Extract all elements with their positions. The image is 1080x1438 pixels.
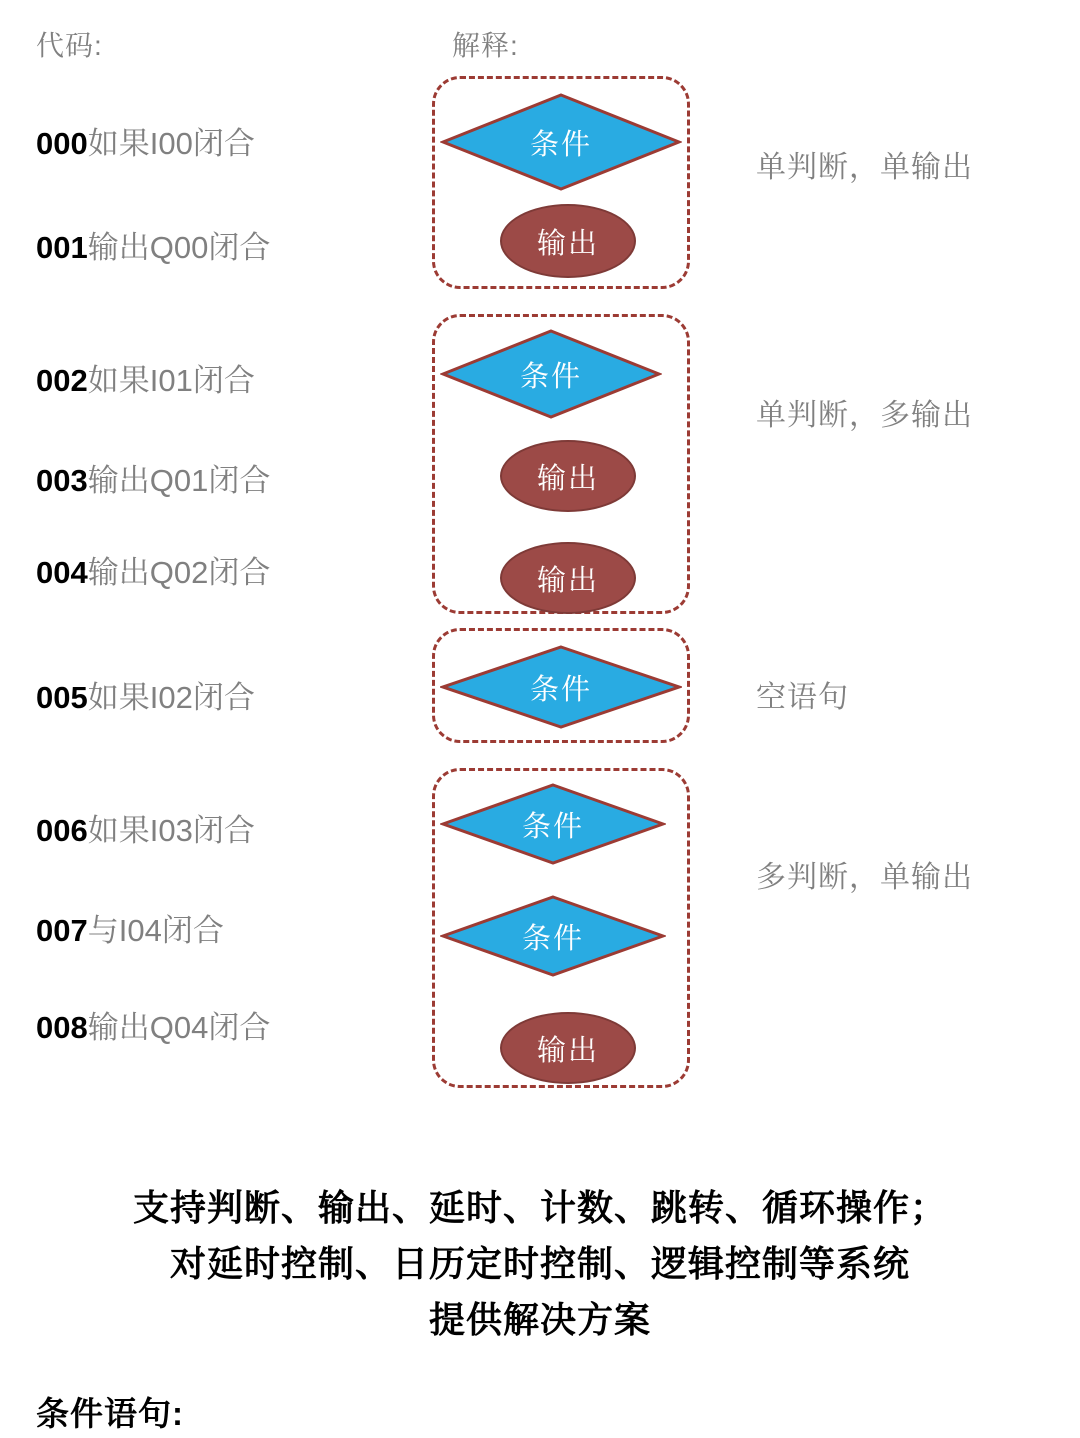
code-line-number: 001	[36, 230, 88, 265]
condition-diamond	[440, 894, 666, 978]
footer-line: 提供解决方案	[428, 1298, 651, 1340]
code-line-text: 如果I03闭合	[87, 813, 255, 848]
code-line	[36, 672, 255, 717]
group-explanation-label: 空语句	[756, 681, 849, 714]
code-line-number: 005	[36, 680, 88, 715]
code-line-number: 003	[36, 463, 88, 498]
code-line	[36, 455, 270, 500]
code-line-number: 008	[36, 1010, 88, 1045]
group-explanation-label: 单判断，单输出	[756, 151, 973, 184]
condition-diamond-label: 条件	[521, 810, 584, 843]
condition-diamond-label: 条件	[529, 128, 592, 161]
group-explanation-label: 多判断，单输出	[756, 861, 973, 894]
code-line-text: 如果I02闭合	[87, 680, 255, 715]
code-line-text: 输出Q04闭合	[87, 1010, 271, 1045]
bottom-section-label: 条件语句:	[36, 1395, 184, 1432]
code-line-text: 与I04闭合	[87, 913, 224, 948]
condition-diamond-label: 条件	[529, 673, 592, 706]
code-line-text: 输出Q00闭合	[87, 230, 271, 265]
code-line-number: 000	[36, 126, 88, 161]
code-line-number: 004	[36, 555, 88, 590]
output-ellipse: 输出	[500, 440, 636, 512]
condition-diamond-label: 条件	[521, 922, 584, 955]
footer-line: 支持判断、输出、延时、计数、跳转、循环操作；	[132, 1187, 947, 1228]
code-line-number: 002	[36, 363, 88, 398]
footer-line: 对延时控制、日历定时控制、逻辑控制等系统	[169, 1242, 910, 1284]
condition-diamond-label: 条件	[519, 360, 582, 393]
condition-diamond	[440, 328, 662, 420]
output-ellipse: 输出	[500, 542, 636, 614]
code-line	[36, 355, 255, 400]
condition-diamond	[440, 782, 666, 866]
group-explanation-label: 单判断，多输出	[756, 399, 973, 432]
output-ellipse: 输出	[500, 204, 636, 278]
code-line	[36, 118, 255, 163]
code-column-header: 代码:	[36, 30, 103, 61]
code-line	[36, 222, 270, 267]
output-ellipse: 输出	[500, 1012, 636, 1084]
code-line-text: 输出Q01闭合	[87, 463, 271, 498]
code-line-text: 如果I00闭合	[87, 126, 255, 161]
code-line	[36, 1002, 270, 1047]
code-line	[36, 547, 270, 592]
code-line-text: 输出Q02闭合	[87, 555, 271, 590]
code-line-number: 006	[36, 813, 88, 848]
code-line	[36, 805, 255, 850]
code-line-text: 如果I01闭合	[87, 363, 255, 398]
code-line	[36, 905, 224, 950]
condition-diamond	[440, 92, 682, 192]
footer-paragraph	[0, 1180, 1080, 1347]
condition-diamond	[440, 644, 682, 730]
code-line-number: 007	[36, 913, 88, 948]
explanation-column-header: 解释:	[452, 30, 519, 61]
